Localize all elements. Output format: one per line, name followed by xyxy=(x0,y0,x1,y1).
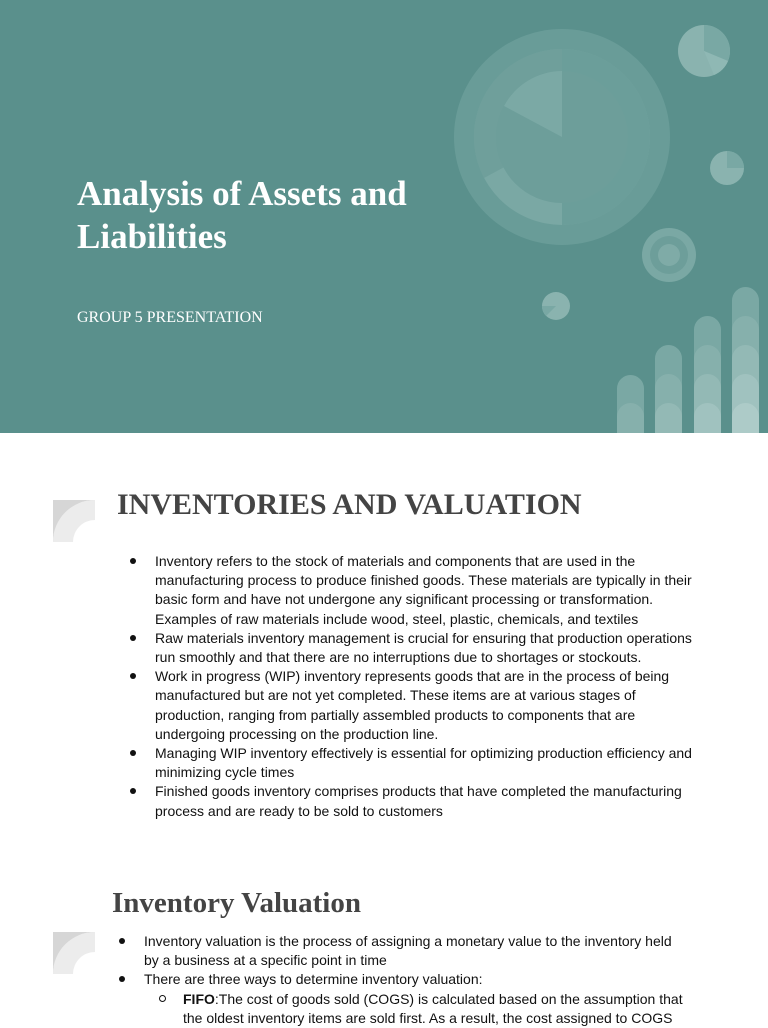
pie-icon-medium xyxy=(710,151,744,185)
list-item: Inventory refers to the stock of materials and components that are used in the manufacturing process to produce finished goods. These materials are typically in their basic form and have not undergone any significant processing or transformation. Examples of raw materials include wood, steel, plastic, chemicals, and textiles xyxy=(155,552,695,629)
sub-list-item-fifo xyxy=(183,990,684,1028)
list-item: Managing WIP inventory effectively is essential for optimizing production efficiency and minimizing cycle times xyxy=(155,744,695,782)
valuation-bullet-list xyxy=(144,932,684,1028)
ring-icon xyxy=(642,228,696,282)
corner-arc-icon xyxy=(53,500,95,542)
section-heading-inventories: INVENTORIES AND VALUATION xyxy=(117,488,582,521)
presentation-subtitle: GROUP 5 PRESENTATION xyxy=(77,309,263,326)
section-heading-valuation: Inventory Valuation xyxy=(112,887,361,919)
list-item: Raw materials inventory management is crucial for ensuring that production operations run smoothly and that there are no interruptions due to shortages or stockouts. xyxy=(155,629,695,667)
pie-icon-small xyxy=(542,292,570,320)
list-item: Finished goods inventory comprises products that have completed the manufacturing process and are ready to be sold to customers xyxy=(155,782,695,820)
donut-chart-icon xyxy=(454,29,670,245)
fifo-term: FIFO xyxy=(183,990,215,1007)
list-item xyxy=(144,970,684,1028)
corner-arc-icon xyxy=(53,932,95,974)
valuation-methods-list xyxy=(144,990,684,1028)
title-slide xyxy=(0,0,768,433)
fifo-description: :The cost of goods sold (COGS) is calculated based on the assumption that the oldest inventory items are sold first. As a result, the cost assigned to COGS xyxy=(183,990,683,1026)
presentation-title: Analysis of Assets and Liabilities xyxy=(77,174,407,256)
inventories-bullet-list xyxy=(155,552,695,821)
list-item: Inventory valuation is the process of assigning a monetary value to the inventory held by a business at a specific point in time xyxy=(144,932,684,970)
pie-icon-large xyxy=(678,25,730,77)
list-item: Work in progress (WIP) inventory represents goods that are in the process of being manufactured but are not yet completed. These items are at various stages of production, ranging from partially assembled products to components that are undergoing processing on the production line. xyxy=(155,667,695,744)
list-item-text: There are three ways to determine inventory valuation: xyxy=(144,971,483,988)
